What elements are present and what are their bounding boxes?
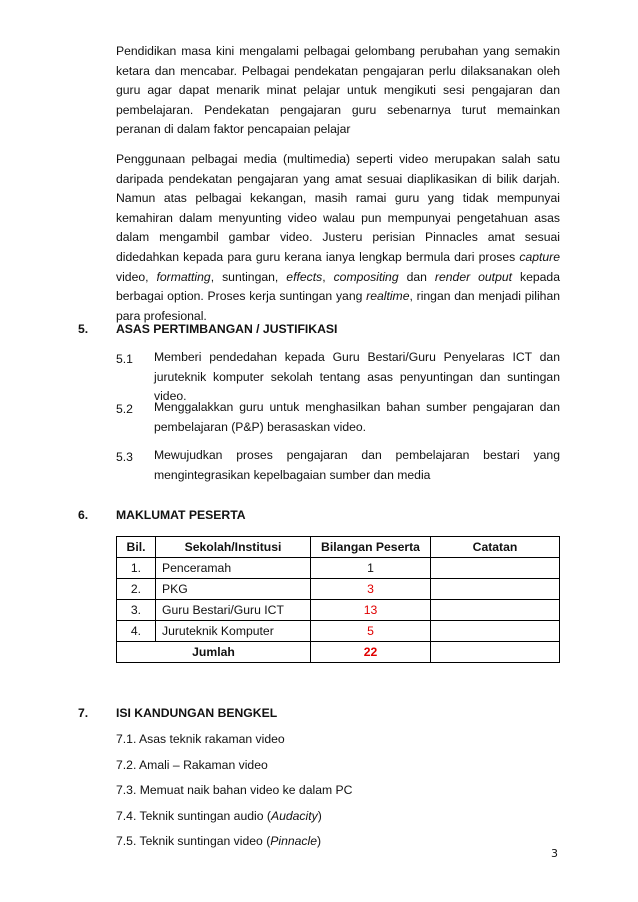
table-total-row — [117, 642, 560, 663]
header-catatan: Catatan — [431, 537, 560, 558]
cell-bilangan: 5 — [311, 621, 431, 642]
item-5-3-text: Mewujudkan proses pengajaran dan pembelajaran bestari yang mengintegrasikan kepelbagaian sumber dan media — [154, 448, 560, 482]
item-5-1-number: 5.1 — [116, 352, 133, 366]
table-row — [117, 621, 560, 642]
table-header-row — [117, 537, 560, 558]
cell-sekolah: Juruteknik Komputer — [156, 621, 311, 642]
list-item: 7.5. Teknik suntingan video (Pinnacle) — [116, 834, 322, 848]
intro-paragraph-2: Penggunaan pelbagai media (multimedia) seperti video merupakan salah satu daripada pendekatan pengajaran yang amat sesuai diaplikasikan di bilik darjah. Namun atas pelbagai kekangan, masih ramai guru yang tidak mempunyai kemahiran dalam menyunting video walau pun mempunyai pengetahuan asas dalam mengambil gambar video. Justeru perisian Pinnacles amat sesuai didedahkan kepada para guru kerana ianya lengkap bermula dari proses capture video, formatting, suntingan, effects, compositing dan render output kepada berbagai option. Proses kerja suntingan yang realtime, ringan dan menjadi pilihan para profesional. — [116, 152, 560, 323]
cell-sekolah: Penceramah — [156, 558, 311, 579]
header-bilangan: Bilangan Peserta — [311, 537, 431, 558]
cell-catatan — [431, 621, 560, 642]
section-5-title: ASAS PERTIMBANGAN / JUSTIFIKASI — [116, 322, 338, 336]
table-row — [117, 579, 560, 600]
item-5-3-number: 5.3 — [116, 450, 133, 464]
cell-sekolah: PKG — [156, 579, 311, 600]
section-6-title: MAKLUMAT PESERTA — [116, 508, 246, 522]
cell-bilangan: 3 — [311, 579, 431, 600]
cell-bilangan: 1 — [311, 558, 431, 579]
item-5-1-text: Memberi pendedahan kepada Guru Bestari/Guru Penyelaras ICT dan juruteknik komputer sekolah tentang asas penyuntingan dan suntingan video. — [154, 350, 560, 404]
list-item: 7.1. Asas teknik rakaman video — [116, 732, 285, 746]
cell-bil: 3. — [117, 600, 156, 621]
cell-catatan — [431, 642, 560, 663]
section-5-number: 5. — [78, 322, 89, 336]
section-7-number: 7. — [78, 706, 89, 720]
table-row — [117, 600, 560, 621]
section-6-number: 6. — [78, 508, 89, 522]
page-number: 3 — [551, 847, 558, 860]
cell-bil: 1. — [117, 558, 156, 579]
header-sekolah: Sekolah/Institusi — [156, 537, 311, 558]
cell-bil: 2. — [117, 579, 156, 600]
list-item: 7.3. Memuat naik bahan video ke dalam PC — [116, 783, 353, 797]
participant-table — [116, 536, 560, 663]
list-item: 7.4. Teknik suntingan audio (Audacity) — [116, 809, 322, 823]
cell-bilangan: 13 — [311, 600, 431, 621]
item-5-2-text: Menggalakkan guru untuk menghasilkan bahan sumber pengajaran dan pembelajaran (P&P) berasaskan video. — [154, 400, 560, 434]
total-label: Jumlah — [117, 642, 311, 663]
list-item: 7.2. Amali – Rakaman video — [116, 758, 268, 772]
table-row — [117, 558, 560, 579]
cell-catatan — [431, 558, 560, 579]
cell-catatan — [431, 600, 560, 621]
header-bil: Bil. — [117, 537, 156, 558]
cell-sekolah: Guru Bestari/Guru ICT — [156, 600, 311, 621]
total-value: 22 — [311, 642, 431, 663]
cell-catatan — [431, 579, 560, 600]
intro-paragraph-1: Pendidikan masa kini mengalami pelbagai gelombang perubahan yang semakin ketara dan mencabar. Pelbagai pendekatan pengajaran perlu dilaksanakan oleh guru agar dapat menarik minat pelajar untuk mengikuti sesi pengajaran dan pembelajaran. Pendekatan pengajaran guru sebenarnya turut memainkan peranan di dalam faktor pencapaian pelajar — [116, 44, 560, 137]
section-7-title: ISI KANDUNGAN BENGKEL — [116, 706, 278, 720]
cell-bil: 4. — [117, 621, 156, 642]
item-5-2-number: 5.2 — [116, 402, 133, 416]
